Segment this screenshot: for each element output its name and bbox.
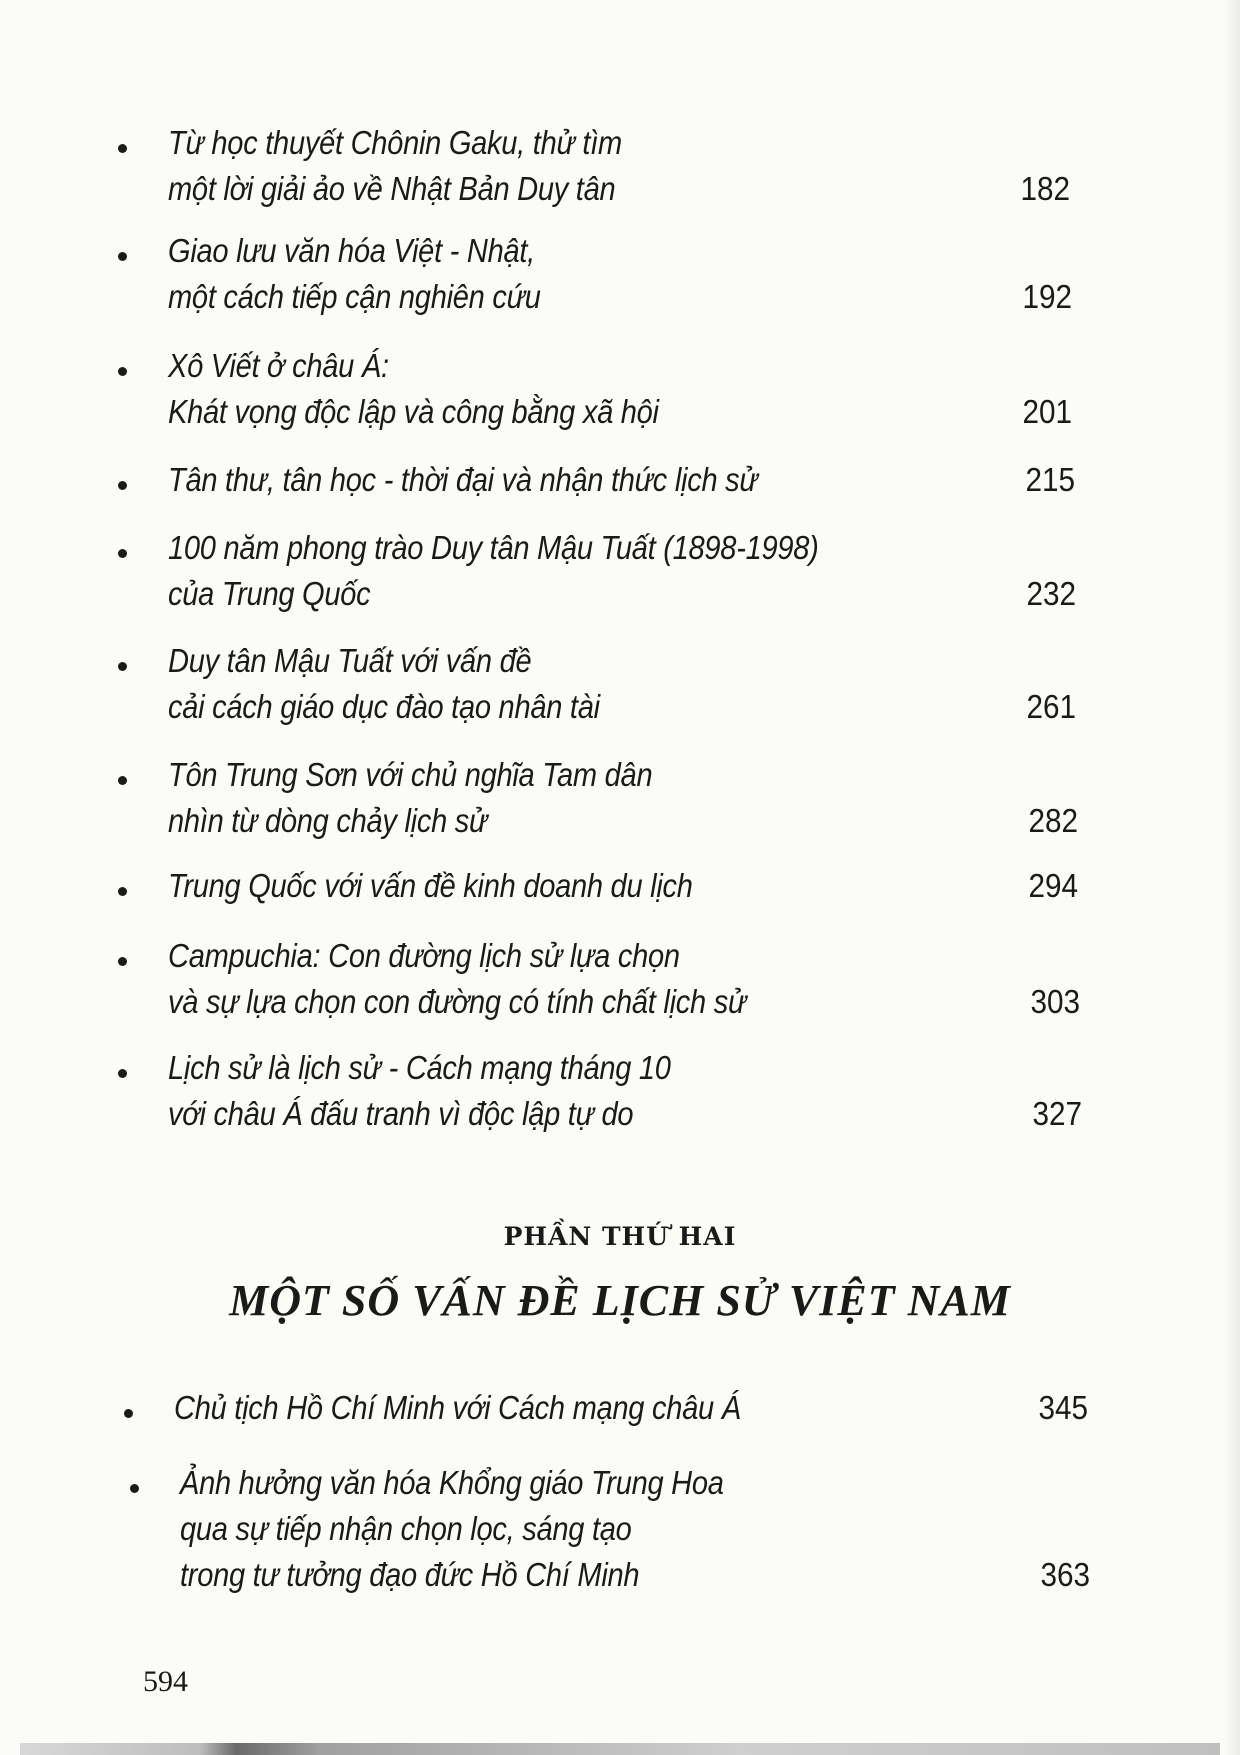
part-title: MỘT SỐ VẤN ĐỀ LỊCH SỬ VIỆT NAM (229, 1276, 1011, 1325)
toc-page-number: 363 (1040, 1556, 1090, 1593)
toc-page-number: 294 (1028, 867, 1078, 904)
toc-entry-line: một cách tiếp cận nghiên cứu (168, 278, 541, 315)
bullet-icon (118, 367, 127, 376)
page-folio: 594 (143, 1665, 188, 1698)
toc-entry-title (168, 525, 819, 617)
toc-entry-line: trong tư tưởng đạo đức Hồ Chí Minh (180, 1556, 640, 1593)
toc-entry-line: Chủ tịch Hồ Chí Minh với Cách mạng châu Á (174, 1389, 741, 1426)
page-edge-shadow (1222, 0, 1240, 1755)
toc-page-number: 261 (1026, 688, 1076, 725)
toc-entry-line: Trung Quốc với vấn đề kinh doanh du lịch (168, 867, 693, 904)
bullet-icon (118, 252, 127, 261)
toc-entry-title (168, 933, 746, 1025)
bullet-icon (118, 887, 127, 896)
bullet-icon (118, 1069, 127, 1078)
part-label: PHẦN THỨ HAI (503, 1222, 737, 1251)
toc-entry-title (180, 1460, 724, 1598)
toc-entry-line: Lịch sử là lịch sử - Cách mạng tháng 10 (168, 1049, 671, 1086)
toc-entry-line: qua sự tiếp nhận chọn lọc, sáng tạo (180, 1510, 632, 1547)
bullet-icon (118, 144, 127, 153)
toc-page-number: 215 (1025, 461, 1075, 498)
toc-entry-title (168, 1045, 671, 1137)
toc-entry-title (168, 752, 652, 844)
toc-entry-title (168, 457, 758, 503)
toc-entry-line: Xô Viết ở châu Á: (168, 347, 389, 384)
bullet-icon (118, 776, 127, 785)
toc-entry-title (168, 228, 541, 320)
toc-entry-line: Từ học thuyết Chônin Gaku, thử tìm (168, 124, 622, 161)
bullet-icon (118, 957, 127, 966)
toc-entry-line: Khát vọng độc lập và công bằng xã hội (168, 393, 659, 430)
toc-entry-line: Giao lưu văn hóa Việt - Nhật, (168, 232, 535, 269)
toc-entry-line: Duy tân Mậu Tuất với vấn đề (168, 642, 532, 679)
toc-entry-line: Campuchia: Con đường lịch sử lựa chọn (168, 937, 680, 974)
toc-entry-line: với châu Á đấu tranh vì độc lập tự do (168, 1095, 634, 1132)
bullet-icon (118, 662, 127, 671)
toc-entry-line: Tân thư, tân học - thời đại và nhận thức lịch sử (168, 461, 758, 498)
bullet-icon (124, 1409, 133, 1418)
toc-page-number: 182 (1020, 170, 1070, 207)
bullet-icon (118, 549, 127, 558)
toc-entry-title (168, 863, 693, 909)
toc-entry-title (174, 1385, 741, 1431)
toc-page-number: 282 (1028, 802, 1078, 839)
toc-page-number: 303 (1030, 983, 1080, 1020)
toc-entry-line: Ảnh hưởng văn hóa Khổng giáo Trung Hoa (180, 1464, 724, 1501)
toc-page-number: 232 (1026, 575, 1076, 612)
scan-bottom-strip (20, 1743, 1220, 1755)
toc-entry-line: nhìn từ dòng chảy lịch sử (168, 802, 488, 839)
toc-entry-title (168, 638, 600, 730)
toc-page-number: 201 (1022, 393, 1072, 430)
toc-entry-line: và sự lựa chọn con đường có tính chất lịch sử (168, 983, 747, 1020)
toc-entry-title (168, 120, 622, 212)
toc-entry-title (168, 343, 659, 435)
bullet-icon (130, 1484, 139, 1493)
toc-entry-line: cải cách giáo dục đào tạo nhân tài (168, 688, 600, 725)
toc-page-number: 327 (1032, 1095, 1082, 1132)
toc-entry-line: một lời giải ảo về Nhật Bản Duy tân (168, 170, 616, 207)
toc-entry-line: 100 năm phong trào Duy tân Mậu Tuất (1898-1998) (168, 529, 819, 566)
toc-entry-line: của Trung Quốc (168, 575, 371, 612)
toc-page-number: 192 (1022, 278, 1072, 315)
toc-entry-line: Tôn Trung Sơn với chủ nghĩa Tam dân (168, 756, 653, 793)
bullet-icon (118, 481, 127, 490)
toc-page-number: 345 (1038, 1389, 1088, 1426)
